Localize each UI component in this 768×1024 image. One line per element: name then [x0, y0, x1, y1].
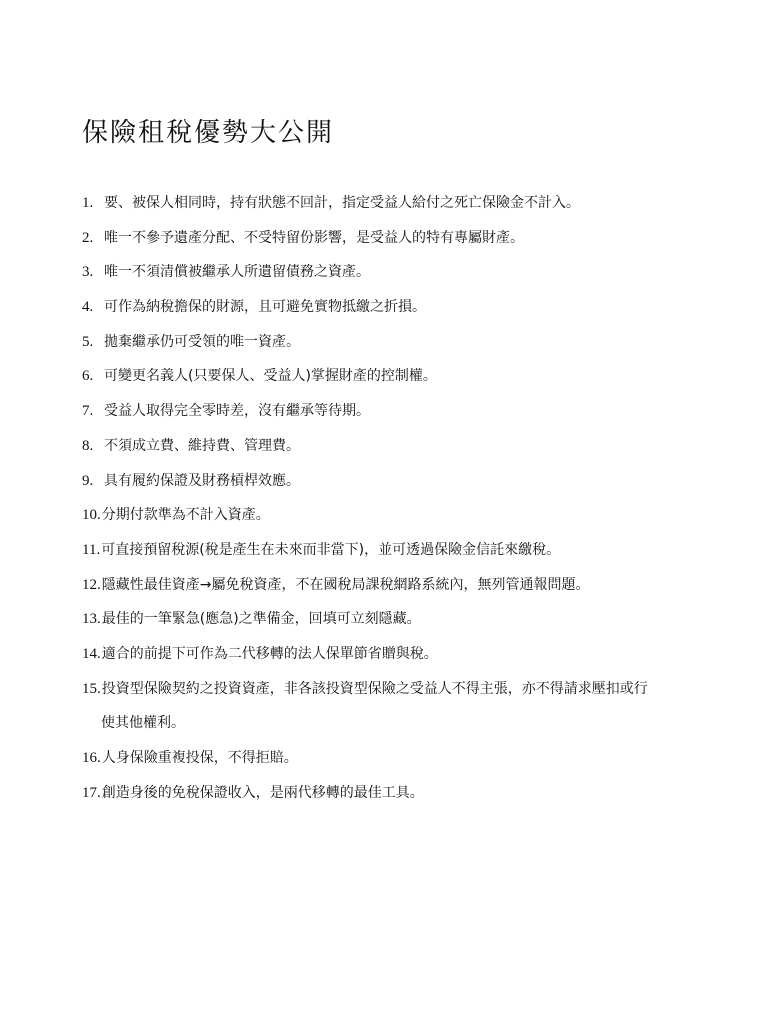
item-number: 12. — [82, 576, 101, 593]
item-number: 6. — [82, 368, 94, 385]
item-text: 受益人取得完全零時差，沒有繼承等待期。 — [104, 403, 370, 420]
list-item — [82, 260, 712, 284]
list-item — [82, 330, 712, 354]
list-item-continuation — [82, 711, 712, 735]
item-number: 4. — [82, 299, 94, 316]
item-text: 唯一不須清償被繼承人所遺留債務之資產。 — [104, 264, 370, 281]
item-text: 唯一不參予遺產分配、不受特留份影響，是受益人的特有專屬財產。 — [104, 229, 524, 246]
item-text: 拋棄繼承仍可受領的唯一資產。 — [104, 333, 300, 350]
item-number: 16. — [82, 750, 101, 766]
advantages-list — [82, 191, 712, 815]
list-item — [82, 191, 712, 215]
list-item — [82, 434, 712, 458]
item-number: 17. — [82, 784, 101, 801]
item-number: 15. — [82, 680, 101, 697]
list-item — [82, 226, 712, 250]
item-text: 不須成立費、維持費、管理費。 — [104, 437, 300, 454]
item-text: 可變更名義人(只要保人、受益人)掌握財產的控制權。 — [104, 368, 437, 385]
item-number: 14. — [82, 645, 101, 662]
list-item — [82, 364, 712, 388]
list-item — [82, 677, 712, 701]
item-number: 11. — [82, 541, 101, 558]
item-number: 9. — [82, 472, 94, 489]
item-text-block — [102, 677, 712, 701]
item-text: 具有履約保證及財務槓桿效應。 — [104, 472, 300, 489]
item-text-continuation: 使其他權利。 — [101, 715, 185, 732]
item-text: 要、被保人相同時，持有狀態不回計，指定受益人給付之死亡保險金不計入。 — [104, 195, 580, 211]
list-item — [82, 607, 712, 631]
item-text: 創造身後的免稅保證收入，是兩代移轉的最佳工具。 — [101, 784, 424, 801]
list-item — [82, 642, 712, 666]
list-item — [82, 538, 712, 562]
item-text: 投資型保險契約之投資資產，非各該投資型保險之受益人不得主張，亦不得請求壓扣或行 — [101, 680, 648, 697]
item-number: 3. — [82, 264, 94, 281]
item-text: 最佳的一筆緊急(應急)之準備金，回填可立刻隱藏。 — [101, 611, 421, 628]
item-text: 分期付款準為不計入資產。 — [101, 507, 270, 524]
list-item — [82, 573, 712, 597]
item-number: 8. — [82, 437, 94, 454]
list-item — [82, 781, 712, 805]
item-number: 5. — [82, 333, 94, 350]
item-text: 可作為納稅擔保的財源，且可避免實物抵繳之折損。 — [104, 299, 426, 316]
list-item — [82, 469, 712, 493]
item-number: 10. — [82, 507, 101, 524]
item-number: 1. — [82, 195, 94, 211]
list-item — [82, 503, 712, 527]
list-item — [82, 746, 712, 770]
item-number: 2. — [82, 229, 94, 246]
item-number: 7. — [82, 403, 94, 420]
item-text: 可直接預留稅源(稅是產生在未來而非當下)，並可透過保險金信託來繳稅。 — [101, 541, 561, 558]
list-item — [82, 399, 712, 423]
item-text: 適合的前提下可作為二代移轉的法人保單節省贈與稅。 — [101, 645, 438, 662]
document-title: 保險租稅優勢大公開 — [82, 118, 335, 148]
item-text: 隱藏性最佳資產→屬免稅資產，不在國稅局課稅網路系統內，無列管通報問題。 — [101, 576, 590, 593]
item-text: 人身保險重複投保，不得拒賠。 — [101, 750, 298, 766]
list-item — [82, 295, 712, 319]
item-number: 13. — [82, 611, 101, 628]
